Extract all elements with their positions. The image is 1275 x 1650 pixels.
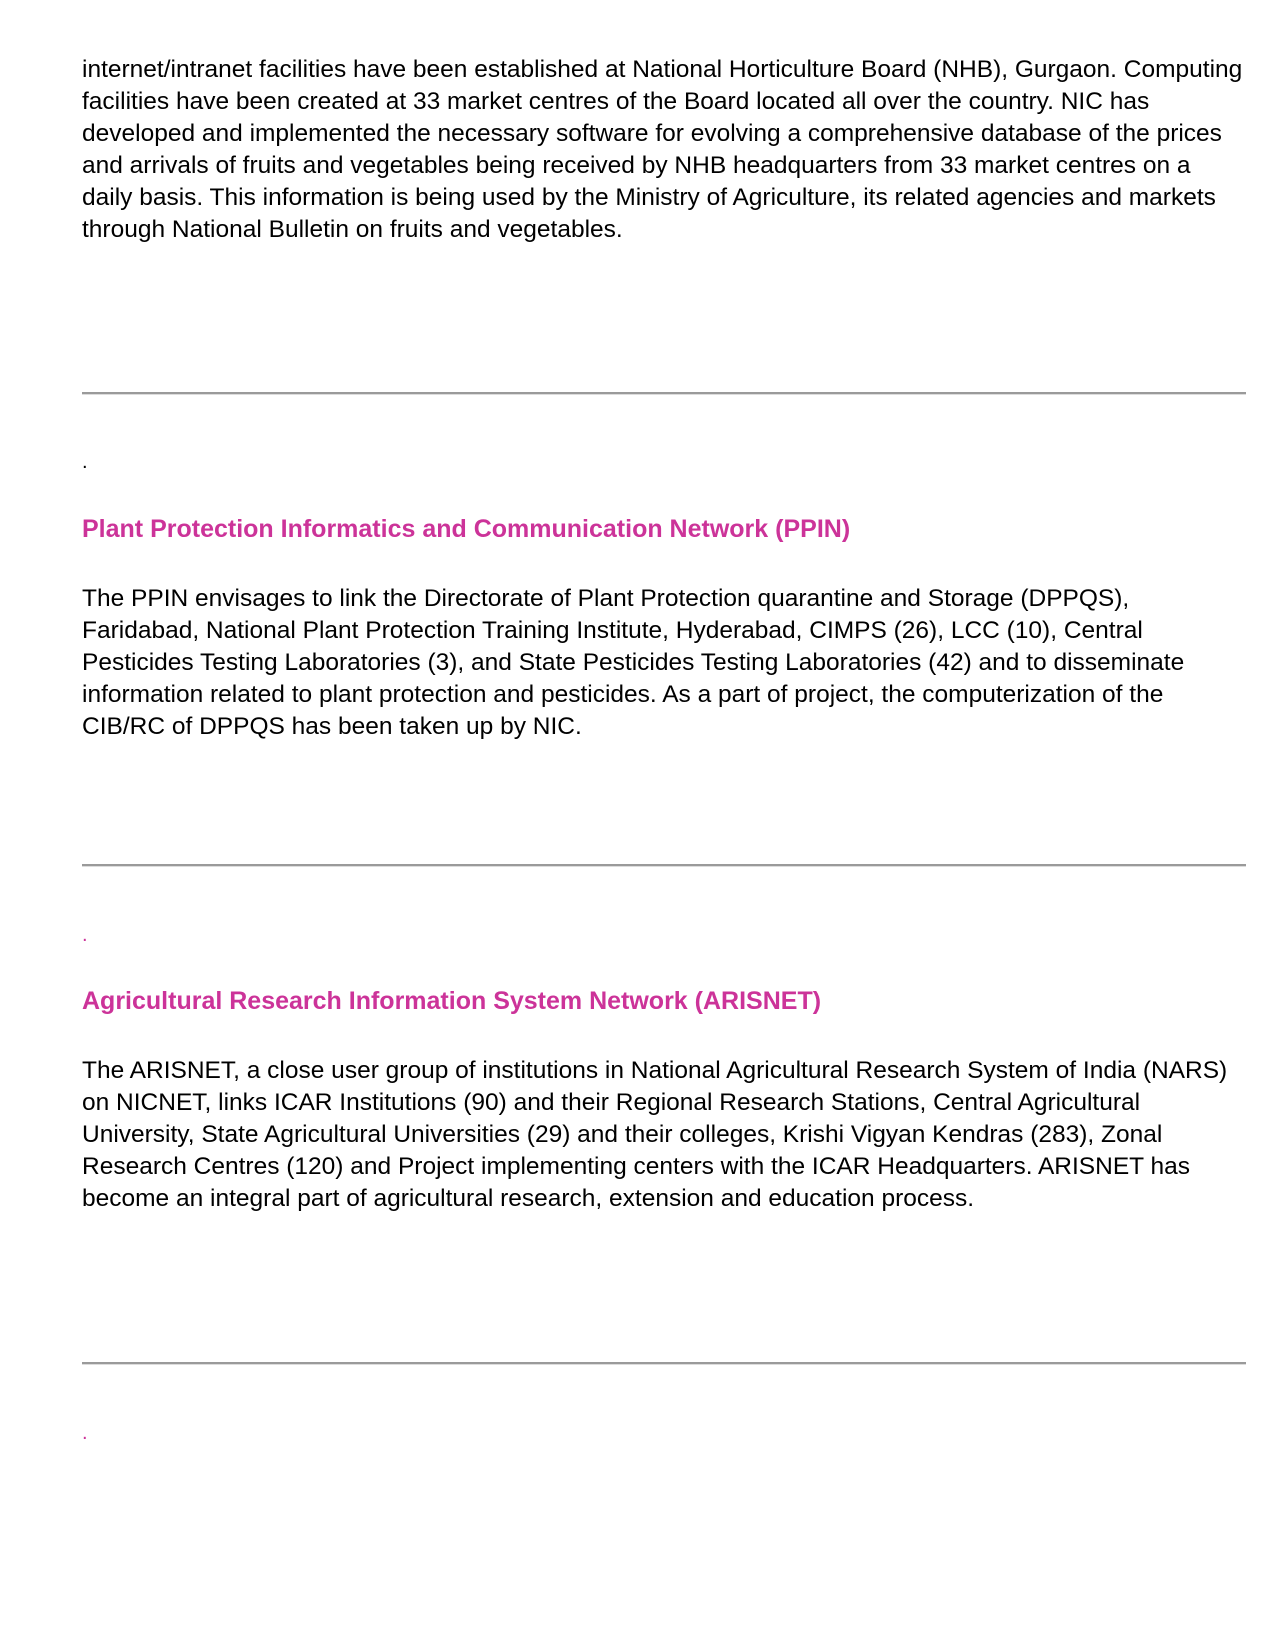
section-marker: . (82, 924, 88, 946)
section-body-ppin: The PPIN envisages to link the Directorate of Plant Protection quarantine and Storage (DPPQS), Faridabad, National Plant Protection Training Institute, Hyderabad, CIMPS (26), LCC (10), Central Pesticides Testing Laboratories (3), and State Pesticides Testing Laboratories (42) and to disseminate information related to plant protection and pesticides. As a part of project, the computerization of the CIB/RC of DPPQS has been taken up by NIC. (82, 585, 1185, 740)
section-heading-arisnet: Agricultural Research Information System Network (ARISNET) (82, 987, 822, 1015)
section-body-arisnet: The ARISNET, a close user group of institutions in National Agricultural Research System of India (NARS) on NICNET, links ICAR Institutions (90) and their Regional Research Stations, Central Agricultural University, State Agricultural Universities (29) and their colleges, Krishi Vigyan Kendras (283), Zonal Research Centres (120) and Project implementing centers with the ICAR Headquarters. ARISNET has become an integral part of agricultural research, extension and education process. (82, 1057, 1228, 1212)
horizontal-rule (82, 392, 1246, 395)
section-marker: . (82, 451, 88, 473)
trailing-marker: . (82, 1422, 88, 1444)
intro-paragraph: internet/intranet facilities have been established at National Horticulture Board (NHB), Gurgaon. Computing facilities have been created at 33 market centres of the Board located all over the country. NIC has developed and implemented the necessary software for evolving a comprehensive database of the prices and arrivals of fruits and vegetables being received by NHB headquarters from 33 market centres on a daily basis. This information is being used by the Ministry of Agriculture, its related agencies and markets through National Bulletin on fruits and vegetables. (82, 56, 1243, 243)
section-heading-ppin: Plant Protection Informatics and Communication Network (PPIN) (82, 515, 851, 543)
horizontal-rule (82, 1362, 1246, 1365)
horizontal-rule (82, 864, 1246, 867)
